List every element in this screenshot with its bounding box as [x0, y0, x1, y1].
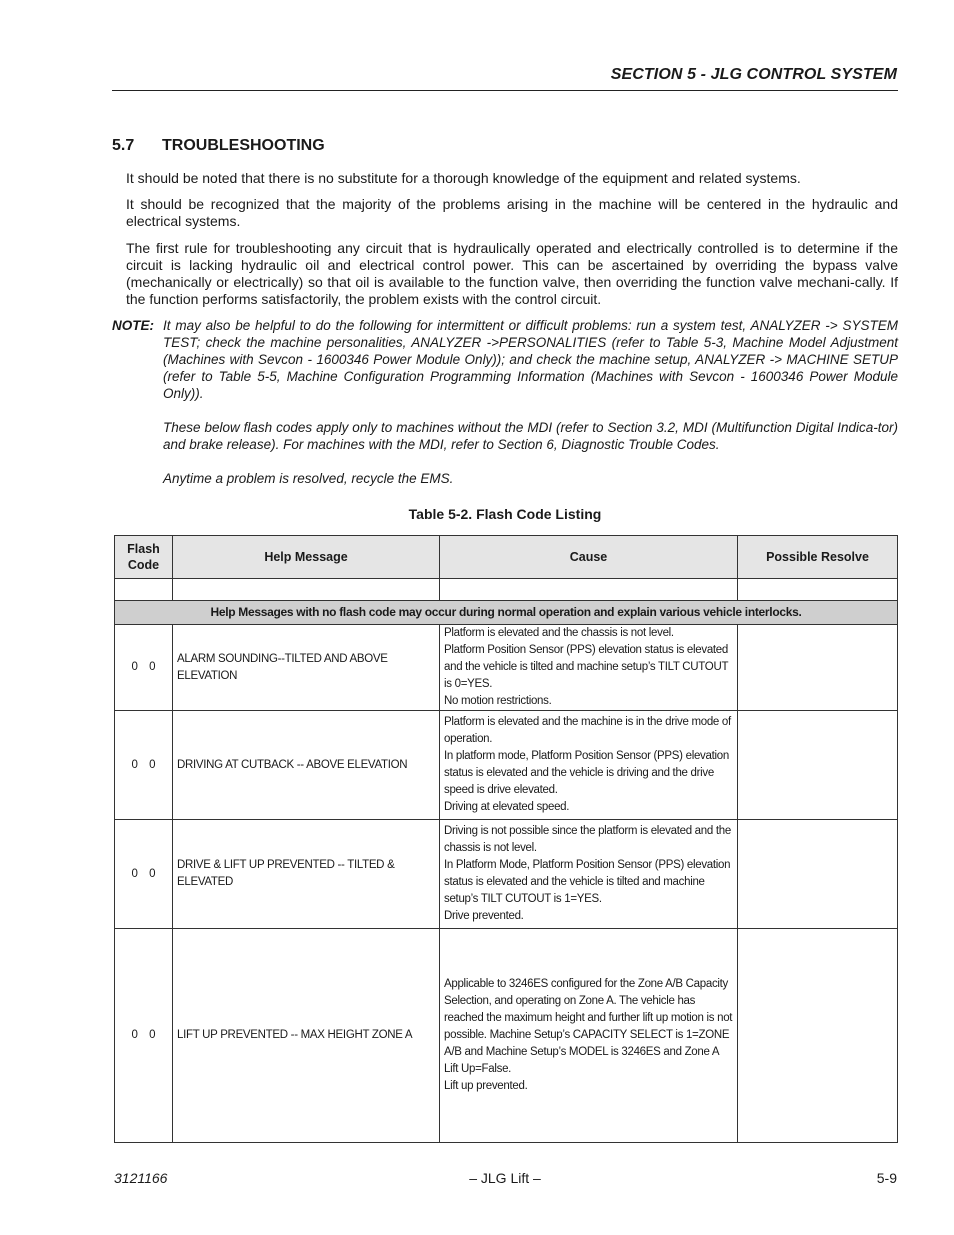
empty-cell: [738, 579, 898, 601]
help-message-cell: DRIVE & LIFT UP PREVENTED -- TILTED & ELEVATED: [173, 820, 440, 929]
possible-resolve-cell: [738, 625, 898, 711]
paragraph-1: It should be noted that there is no substitute for a thorough knowledge of the equipment and related systems.: [126, 170, 801, 186]
note-paragraph-1: It may also be helpful to do the following for intermittent or difficult problems: run a system test, ANALYZER -> SYSTEM TEST; check the machine personalities, ANALYZER ->PERSONALITIES (refer to Table 5-3, Machine Model Adjustment (Machines with Sevcon - 1600346 Power Module Only)); and check the machine setup, ANALYZER -> MACHINE SETUP (refer to Table 5-5, Machine Configuration Programming Information (Machines with Sevcon - 1600346 Power Module Only)).: [163, 318, 898, 401]
footer-doc-number: 3121166: [114, 1170, 168, 1186]
note-block: [112, 317, 898, 504]
flash-code-cell: 0 0: [115, 711, 173, 820]
cause-line: No motion restrictions.: [444, 695, 552, 707]
cause-line: Drive prevented.: [444, 910, 524, 922]
cause-line: Driving is not possible since the platform is elevated and the chassis is not level.: [444, 825, 731, 854]
cause-line: Lift up prevented.: [444, 1080, 528, 1092]
cause-cell: [440, 625, 738, 711]
group-row-label: Help Messages with no flash code may occur during normal operation and explain various vehicle interlocks.: [115, 601, 898, 625]
note-paragraph-3: Anytime a problem is resolved, recycle the EMS.: [163, 471, 454, 486]
footer-center: – JLG Lift –: [469, 1170, 541, 1186]
help-message-cell: DRIVING AT CUTBACK -- ABOVE ELEVATION: [173, 711, 440, 820]
paragraph-3: The first rule for troubleshooting any circuit that is hydraulically operated and electrically controlled is to determine if the circuit is lacking hydraulic oil and electrical control power. This can be ascertained by overriding the bypass valve (mechanically or electrically) so that oil is available to the function valve, then overriding the function valve mechani-cally. If the function performs satisfactorily, the problem exists with the control circuit.: [126, 240, 898, 307]
cause-cell: [440, 711, 738, 820]
note-paragraph-2: These below flash codes apply only to machines without the MDI (refer to Section 3.2, MDI (Multifunction Digital Indica-tor) and brake release). For machines with the MDI, refer to Section 6, Diagnostic Trouble Codes.: [163, 420, 898, 452]
possible-resolve-cell: [738, 929, 898, 1143]
cause-line: Platform is elevated and the chassis is not level.: [444, 627, 674, 639]
table-spacer-row: [115, 579, 898, 601]
note-label: NOTE:: [112, 318, 154, 333]
flash-code-cell: 0 0: [115, 820, 173, 929]
cause-cell: [440, 929, 738, 1143]
possible-resolve-cell: [738, 711, 898, 820]
table-row: [115, 711, 898, 820]
flash-code-table: [114, 535, 898, 1143]
cause-line: Platform is elevated and the machine is in the drive mode of operation.: [444, 716, 731, 745]
empty-cell: [115, 579, 173, 601]
flash-code-cell: 0 0: [115, 929, 173, 1143]
help-message-cell: LIFT UP PREVENTED -- MAX HEIGHT ZONE A: [173, 929, 440, 1143]
empty-cell: [173, 579, 440, 601]
table-row: [115, 929, 898, 1143]
header-flash-code: Flash Code: [115, 536, 173, 579]
help-message-cell: ALARM SOUNDING--TILTED AND ABOVE ELEVATION: [173, 625, 440, 711]
table-header-row: [115, 536, 898, 579]
cause-line: In Platform Mode, Platform Position Sensor (PPS) elevation status is elevated and the vehicle is tilted and machine setup’s TILT CUTOUT is 1=YES.: [444, 859, 731, 905]
table-caption: Table 5-2. Flash Code Listing: [408, 506, 602, 522]
cause-cell: [440, 820, 738, 929]
header-help-message: Help Message: [173, 536, 440, 579]
table-row: [115, 820, 898, 929]
flash-code-cell: 0 0: [115, 625, 173, 711]
table-group-row: [115, 601, 898, 625]
cause-line: In platform mode, Platform Position Sensor (PPS) elevation status is elevated and the vehicle is driving and the drive speed is drive elevated.: [444, 750, 729, 796]
section-header-title: SECTION 5 - JLG CONTROL SYSTEM: [610, 66, 897, 83]
section-number: 5.7: [112, 137, 135, 154]
possible-resolve-cell: [738, 820, 898, 929]
section-title: TROUBLESHOOTING: [162, 137, 325, 154]
section-heading: [112, 137, 325, 155]
note-body: [163, 317, 898, 487]
cause-line: Driving at elevated speed.: [444, 801, 570, 813]
paragraph-2: It should be recognized that the majority of the problems arising in the machine will be centered in the hydraulic and electrical systems.: [126, 196, 898, 229]
footer-page-number: 5-9: [876, 1170, 897, 1186]
empty-cell: [440, 579, 738, 601]
cause-line: Applicable to 3246ES configured for the Zone A/B Capacity Selection, and operating on Zone A. The vehicle has reached the maximum height and further lift up motion is not possible. Machine Setup’s CAPACITY SELECT is 1=ZONE A/B and Machine Setup’s MODEL is 3246ES and Zone A Lift Up=False.: [444, 978, 733, 1075]
header-cause: Cause: [440, 536, 738, 579]
header-possible-resolve: Possible Resolve: [738, 536, 898, 579]
header-divider: [112, 90, 898, 91]
table-row: [115, 625, 898, 711]
cause-line: Platform Position Sensor (PPS) elevation status is elevated and the vehicle is tilted and machine setup’s TILT CUTOUT is 0=YES.: [444, 644, 729, 690]
